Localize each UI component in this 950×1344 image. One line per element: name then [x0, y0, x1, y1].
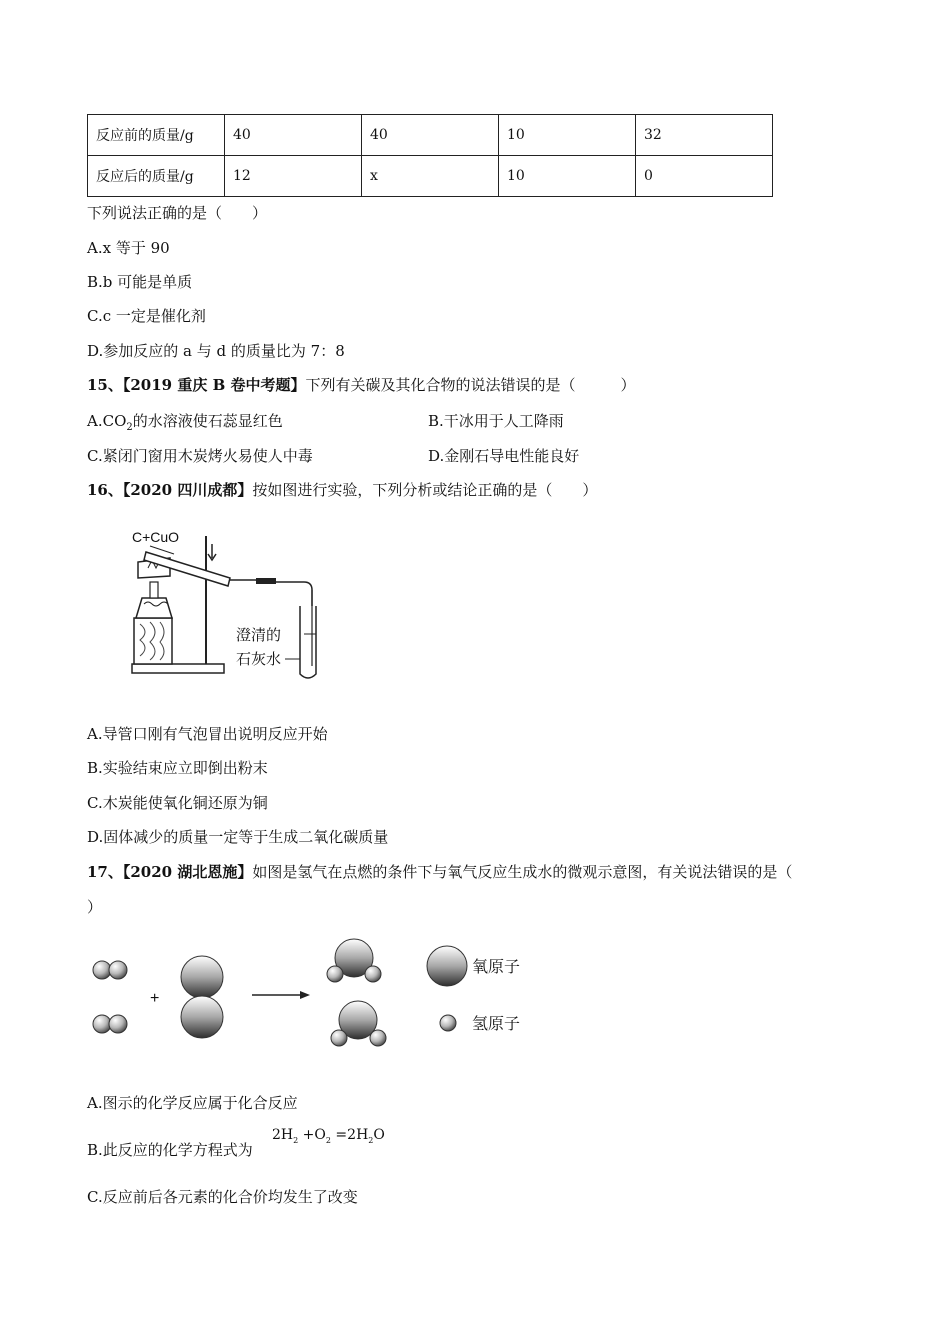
table-row	[88, 115, 773, 156]
question-source: 【2020 湖北恩施】	[122, 863, 253, 881]
row-label: 反应后的质量/g	[88, 156, 225, 197]
table-cell: 40	[225, 115, 362, 156]
q16-option-a: A.导管口刚有气泡冒出说明反应开始	[87, 725, 328, 743]
alcohol-lamp	[136, 598, 172, 618]
q16-option-d: D.固体减少的质量一定等于生成二氧化碳质量	[87, 828, 389, 846]
table-cell: 10	[499, 115, 636, 156]
oxygen-molecule	[181, 956, 223, 1038]
q16-question	[87, 480, 597, 500]
oxygen-atom-label: 氧原子	[472, 959, 521, 976]
q17-option-b: B.此反应的化学方程式为	[87, 1141, 253, 1159]
subscript: 2	[126, 422, 133, 433]
question-number: 16、	[87, 481, 123, 499]
limewater-label-1: 澄清的	[236, 627, 282, 644]
hydrogen-atom-legend	[440, 1015, 456, 1031]
limewater-label-2: 石灰水	[236, 651, 282, 668]
q17-stem-cont: ）	[87, 898, 103, 916]
question-stem: 如图是氢气在点燃的条件下与氧气反应生成水的微观示意图，有关说法错误的是（	[252, 863, 793, 881]
water-molecule	[331, 1001, 386, 1046]
table-row	[88, 156, 773, 197]
question-source: 【2020 四川成都】	[122, 481, 253, 499]
q14-option-c: C.c 一定是催化剂	[87, 307, 206, 325]
question-stem: 下列有关碳及其化合物的说法错误的是（ ）	[305, 376, 636, 394]
q14-stem: 下列说法正确的是（ ）	[87, 204, 268, 222]
apparatus-figure	[128, 516, 328, 686]
option-text: 的水溶液使石蕊显红色	[132, 412, 283, 430]
hydrogen-atom-label: 氢原子	[472, 1016, 521, 1033]
table-cell: 40	[362, 115, 499, 156]
hydrogen-molecule	[93, 1015, 127, 1033]
q14-option-b: B.b 可能是单质	[87, 273, 193, 291]
lamp-wick	[150, 582, 158, 598]
q15-option-a	[87, 411, 283, 438]
table-cell: 10	[499, 156, 636, 197]
question-number: 15、	[87, 376, 123, 394]
q15-option-b: B.干冰用于人工降雨	[428, 412, 564, 430]
q17-question	[87, 862, 792, 882]
plus-sign: +	[150, 990, 160, 1007]
table-cell: 32	[636, 115, 773, 156]
table-cell: 12	[225, 156, 362, 197]
limewater-tube	[300, 606, 316, 678]
q16-option-c: C.木炭能使氧化铜还原为铜	[87, 794, 268, 812]
q14-option-a: A.x 等于 90	[87, 239, 170, 257]
option-text: A.CO	[87, 412, 127, 430]
question-stem: 按如图进行实验，下列分析或结论正确的是（ ）	[252, 481, 598, 499]
q17-option-c: C.反应前后各元素的化合价均发生了改变	[87, 1188, 358, 1206]
molecule-diagram	[88, 935, 538, 1055]
mass-table	[87, 114, 773, 197]
q15-question	[87, 375, 635, 395]
table-cell: 0	[636, 156, 773, 197]
row-label: 反应前的质量/g	[88, 115, 225, 156]
reactant-label: C+CuO	[132, 529, 180, 545]
oxygen-atom-legend	[427, 946, 467, 986]
question-number: 17、	[87, 863, 123, 881]
chemical-equation: $2H_2 +O_2 =2H_2O$	[272, 1127, 385, 1145]
q14-option-d: D.参加反应的 a 与 d 的质量比为 7：8	[87, 342, 345, 360]
q15-option-d: D.金刚石导电性能良好	[428, 447, 580, 465]
q17-option-a: A.图示的化学反应属于化合反应	[87, 1094, 298, 1112]
question-source: 【2019 重庆 B 卷中考题】	[122, 376, 306, 394]
water-molecule	[327, 939, 381, 982]
hydrogen-molecule	[93, 961, 127, 979]
q16-option-b: B.实验结束应立即倒出粉末	[87, 759, 268, 777]
table-cell: x	[362, 156, 499, 197]
stand-base	[132, 664, 224, 673]
q15-option-c: C.紧闭门窗用木炭烤火易使人中毒	[87, 447, 313, 465]
